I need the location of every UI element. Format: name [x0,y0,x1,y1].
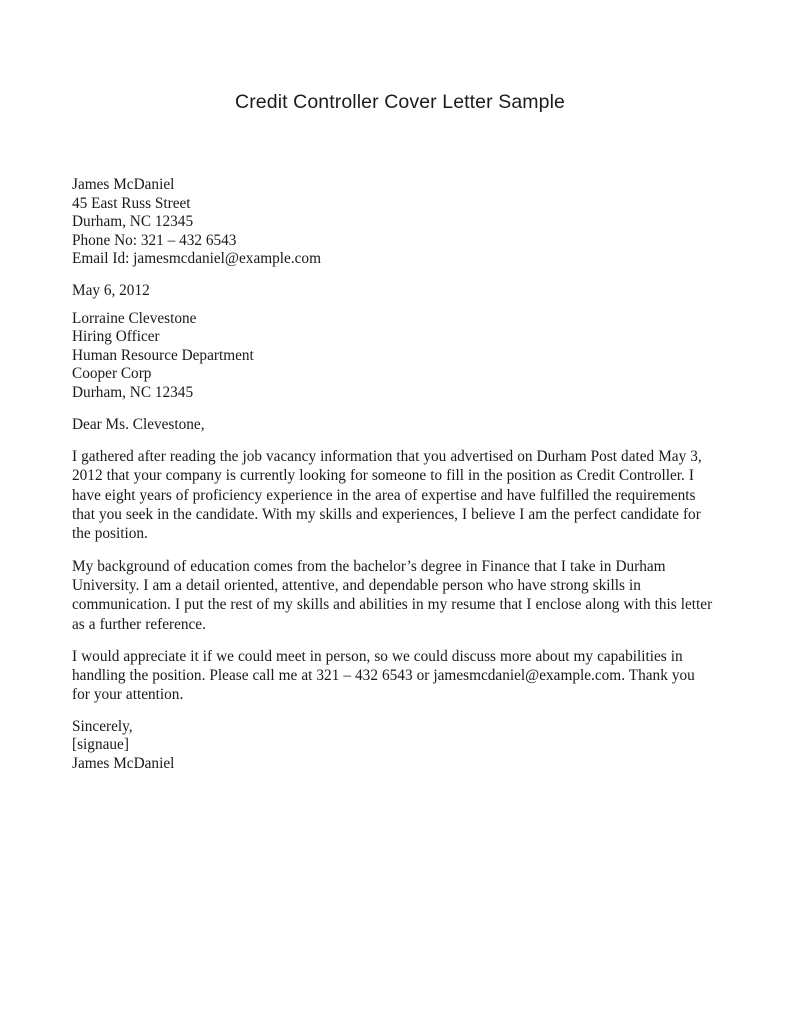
body-paragraph-1 [72,447,728,543]
sender-street: 45 East Russ Street [72,194,191,212]
paragraph-1-line-5: the position. [72,525,148,543]
spacer-before-paragraph-3 [72,634,728,647]
closing-block [72,718,728,774]
sender-name: James McDaniel [72,176,175,193]
page-title: Credit Controller Cover Letter Sample [235,91,565,113]
paragraph-2-line-3: communication. I put the rest of my skills and abilities in my resume that I enclose along with this letter [72,596,713,614]
body-paragraph-3 [72,647,728,705]
recipient-job-title: Hiring Officer [72,328,160,346]
spacer-before-salutation [72,403,728,416]
recipient-department: Human Resource Department [72,346,254,364]
recipient-address-block [72,310,728,403]
paragraph-1-line-3: have eight years of proficiency experience in the area of expertise and have fulfilled the requirements [72,486,696,504]
recipient-name: Lorraine Clevestone [72,309,197,327]
paragraph-3-line-1: I would appreciate it if we could meet in person, so we could discuss more about my capabilities in [72,647,683,665]
paragraph-2-line-2: University. I am a detail oriented, attentive, and dependable person who have strong skills in [72,576,641,594]
paragraph-2-line-4: as a further reference. [72,615,206,633]
sender-address-block [72,176,728,269]
salutation-text: Dear Ms. Clevestone, [72,415,205,433]
body-paragraph-2 [72,557,728,634]
spacer-before-closing [72,705,728,718]
paragraph-3-line-2: handling the position. Please call me at 321 – 432 6543 or jamesmcdaniel@example.com. Thank you [72,667,695,685]
spacer-before-paragraph-2 [72,544,728,557]
sender-city-state-zip: Durham, NC 12345 [72,213,194,231]
spacer-before-date [72,269,728,282]
paragraph-3-line-3: for your attention. [72,686,184,704]
spacer-before-paragraph-1 [72,434,728,447]
recipient-city-state-zip: Durham, NC 12345 [72,383,194,401]
signature-placeholder: [signaue] [72,736,129,754]
letter-date-text: May 6, 2012 [72,281,150,299]
paragraph-1-line-2: 2012 that your company is currently looking for someone to fill in the position as Credit Controller. I [72,467,694,485]
closing-signer-name: James McDaniel [72,754,175,772]
sender-email: Email Id: jamesmcdaniel@example.com [72,250,321,268]
paragraph-2-line-1: My background of education comes from the bachelor’s degree in Finance that I take in Durham [72,557,666,575]
sender-phone: Phone No: 321 – 432 6543 [72,231,237,249]
salutation [72,416,728,435]
recipient-company: Cooper Corp [72,365,152,383]
spacer-before-recipient [72,301,728,310]
paragraph-1-line-1: I gathered after reading the job vacancy information that you advertised on Durham Post dated May 3, [72,448,702,466]
closing-valediction: Sincerely, [72,717,133,735]
paragraph-1-line-4: that you seek in the candidate. With my skills and experiences, I believe I am the perfect candidate for [72,506,701,524]
letter-body [72,176,728,773]
letter-date [72,282,728,301]
